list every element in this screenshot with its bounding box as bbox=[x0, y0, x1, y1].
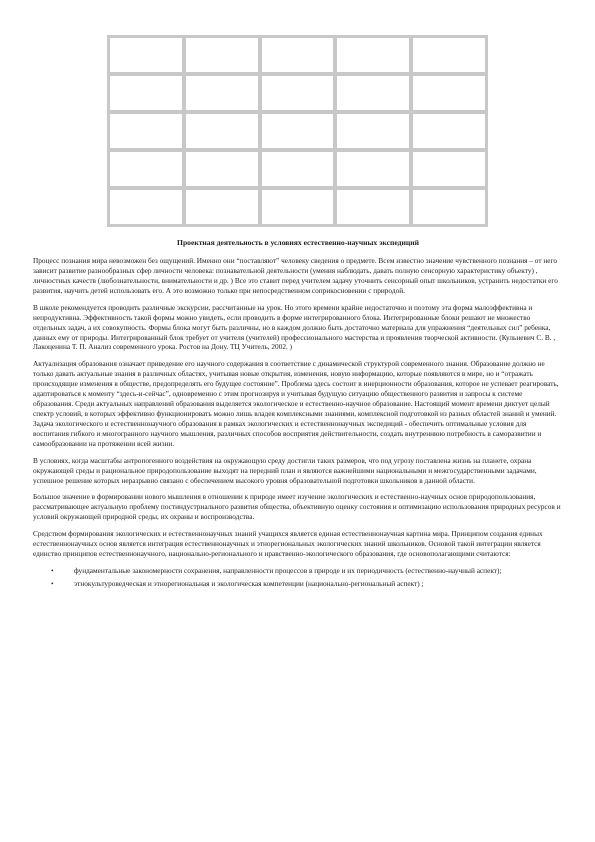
grid-cell bbox=[337, 38, 409, 72]
grid-table bbox=[107, 35, 488, 227]
grid-cell bbox=[110, 152, 182, 186]
bullet-list bbox=[33, 566, 563, 589]
grid-cell bbox=[110, 38, 182, 72]
grid-cell bbox=[413, 152, 485, 186]
bullet-item bbox=[33, 579, 563, 589]
grid-cell bbox=[186, 190, 258, 224]
grid-cell bbox=[262, 38, 334, 72]
paragraph-3: Актуализация образования означает приведение его научного содержания в соответствие с динамической структурой современного знания. Образование должно не только давать актуальные знания в различных областях, учитывая новые открытия, изменения, новую информацию, которые появляются в мире, но и “отражать происходящие изменения в обществе, предопределять его будущее состояние”. Проблема здесь состоит в инерционности образования, которое не успевает реагировать, адаптироваться к моменту “здесь-и-сейчас”, одновременно с этим прогнозируя и учитывая будущую ситуацию общественного развития и запросы к системе образования. Среди актуальных направлений образования выделяется экологическое и естественно-научное образование. Настоящий момент времени диктует целый спектр условий, в которых эффективно функционировать можно лишь владея комплексными знаниями, комплексной подготовкой из разных областей знаний и умений. Задача экологического и естественнонаучного образования в рамках экологических и естественнонаучных экспедиций - обеспечить оптимальные условия для воспитания гибкого и многогранного научного мышления, различных способов восприятия действительности, создать внутреннюю потребность в саморазвитии и самообразовании на протяжении всей жизни. bbox=[33, 359, 559, 448]
grid-cell bbox=[262, 152, 334, 186]
grid-cell bbox=[413, 190, 485, 224]
grid-cell bbox=[110, 190, 182, 224]
grid-cell bbox=[337, 114, 409, 148]
grid-cell bbox=[262, 76, 334, 110]
grid-cell bbox=[186, 152, 258, 186]
bullet-text: фундаментальные закономерности сохранения, направленности процессов в природе и их периодичность (естественно-научный аспект); bbox=[74, 566, 502, 575]
grid-cell bbox=[110, 114, 182, 148]
grid-cell bbox=[262, 114, 334, 148]
grid-table-body bbox=[110, 38, 485, 224]
grid-cell bbox=[413, 114, 485, 148]
paragraph-1: Процесс познания мира невозможен без ощущений. Именно они “поставляют” человеку сведения о предмете. Всем известно значение чувственного познания – от него зависит развитие разнообразных сфер личности человека: познавательной деятельности (умения наблюдать, давать полную сенсорную характеристику объекту) , личностных качеств (любознательности, внимательности и др. ) Все это ставит перед учителем задачу уточнить сенсорный опыт школьников, устранить недостатки его развития, научить детей использовать его. А это возможно только при непосредственном соприкосновении с природой. bbox=[33, 256, 558, 295]
grid-cell bbox=[262, 190, 334, 224]
paragraph-4: В условиях, когда масштабы антропогенного воздействия на окружающую среду достигли таких размеров, что под угрозу поставлена жизнь на планете, охрана окружающей среды и рациональное природопользование выходят на передний план и являются важнейшими национальными и межгосударственными задачами, успешное решение которых неразрывно связано с обеспечением высокого уровня образовательной подготовки школьников в данной области. bbox=[33, 455, 537, 485]
grid-cell bbox=[413, 76, 485, 110]
grid-cell bbox=[186, 38, 258, 72]
grid-cell bbox=[186, 114, 258, 148]
paragraph-5: Большое значение в формировании нового мышления в отношении к природе имеет изучение экологических и естественно-научных основ природопользования, рассматривающее актуальную проблему постиндустриального развития общества, объективную оценку состояния и оптимизацию использования природных ресурсов и условий окружающей природной среды, их охраны и воспроизводства. bbox=[33, 492, 561, 522]
grid-cell bbox=[337, 152, 409, 186]
grid-cell bbox=[337, 76, 409, 110]
bullet-icon: • bbox=[51, 578, 54, 588]
bullet-item bbox=[33, 566, 563, 576]
grid-cell bbox=[186, 76, 258, 110]
grid-cell bbox=[337, 190, 409, 224]
document-body bbox=[33, 238, 563, 592]
bullet-icon: • bbox=[51, 566, 54, 575]
document-title: Проектная деятельность в условиях естественно-научных экспедиций bbox=[177, 238, 419, 247]
grid-cell bbox=[110, 76, 182, 110]
grid-cell bbox=[413, 38, 485, 72]
bullet-text: этнокультуроведческая и этнорегиональная и экологическая компетенции (национально-региональный аспект) ; bbox=[74, 578, 424, 588]
paragraph-2: В школе рекомендуется проводить различные экскурсии, рассчитанные на урок. Но этого времени крайне недостаточно и поэтому эта форма малоэффективна и непродуктивна. Эффективность такой формы можно увидеть, если проводить в форме интегрированного блока. Интегрированные блоки решают не множество отдельных задач, а их совокупность. Формы блока могут быть различны, но в каждом должно быть достаточно материала для упражнения “деятельных сил” ребенка, данных ему от природы. Интегрированный блок требует от учителя (учителей) профессионального мастерства и проявления творческой активности. (Кульневич С. В. , Лакоценина Т. П. Анализ современного урока. Ростов на Дону. ТЦ Учитель, 2002. ) bbox=[33, 302, 556, 352]
paragraph-6: Средством формирования экологических и естественнонаучных знаний учащихся является единая естественнонаучная картина мира. Принципом создания единых естественнонаучных основ является интеграция естественнонаучных и этнорегиональных экологических знаний школьников. Основой такой интеграции является единство принципов естественнонаучного, национально-регионального и нравственно-экологического образования, где основополагающими считаются: bbox=[33, 529, 543, 559]
